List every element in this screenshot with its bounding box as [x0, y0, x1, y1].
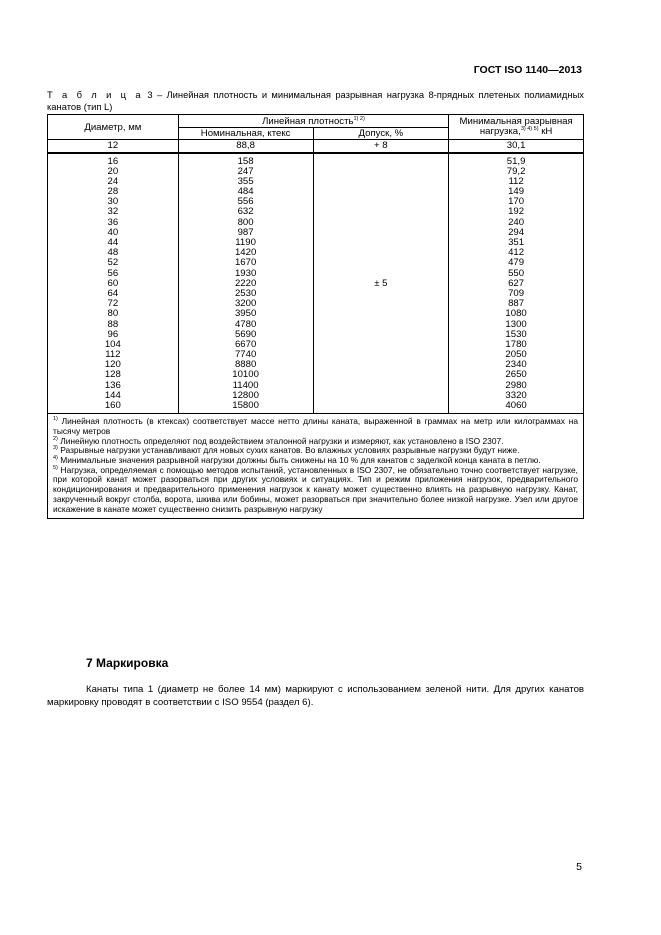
table-caption-text: 3 – Линейная плотность и минимальная разрывная нагрузка 8-прядных плетеных полиамидных канатов (тип L) [47, 89, 584, 112]
cell-load: 412 [508, 247, 525, 259]
cell-nominal: 2530 [234, 287, 257, 299]
nominal-column [178, 153, 313, 414]
cell-load: 1780 [505, 338, 527, 350]
header-min-load-line1: Минимальная разрывная [459, 116, 573, 127]
cell-load: 887 [508, 298, 525, 310]
notes-row [48, 414, 584, 519]
diameter-column [48, 153, 179, 414]
cell-nominal: 800 [237, 216, 254, 228]
data-table [47, 114, 584, 519]
footnote-ref: 5) [53, 464, 58, 471]
footnote-ref: 1) [53, 416, 58, 423]
cell-diameter: 104 [104, 338, 121, 350]
cell-load: 479 [508, 257, 525, 269]
group-tolerance: ± 5 [313, 153, 449, 414]
cell-diameter: 60 [107, 277, 119, 289]
cell-diameter: 72 [107, 298, 119, 310]
cell-nominal: 8880 [234, 359, 257, 371]
footnote-ref: 4) [53, 455, 58, 462]
cell-diameter: 120 [104, 359, 121, 371]
header-nominal: Номинальная, ктекс [178, 128, 313, 140]
cell-load: 2650 [505, 369, 527, 381]
cell-diameter: 20 [107, 165, 119, 177]
cell-load: 294 [508, 226, 525, 238]
cell-nominal: 4780 [234, 318, 257, 330]
table-caption [47, 89, 584, 112]
header-min-load-line2 [452, 127, 580, 137]
cell-nominal: 2220 [234, 277, 257, 289]
header-linear-density-text: Линейная плотность [262, 115, 354, 127]
cell-load: 2340 [505, 359, 527, 371]
cell-tolerance: + 8 [313, 140, 449, 153]
footnote-ref: 3) [53, 445, 58, 452]
cell-nominal: 484 [237, 186, 254, 198]
cell-load: 240 [508, 216, 525, 228]
header-min-load-refs: 3) 4) 5) [520, 125, 539, 132]
cell-diameter: 136 [104, 379, 121, 391]
cell-diameter: 52 [107, 257, 119, 269]
footnote-ref: 2) [53, 435, 58, 442]
cell-load: 351 [508, 237, 525, 248]
cell-load: 30,1 [449, 140, 584, 153]
cell-nominal: 1420 [234, 247, 257, 259]
cell-nominal: 7740 [234, 349, 257, 361]
header-row-1 [48, 115, 584, 128]
cell-diameter: 12 [48, 140, 179, 153]
cell-nominal: 5690 [234, 328, 257, 340]
cell-load: 51,9 [506, 155, 526, 167]
cell-load: 2980 [505, 379, 527, 391]
page-number: 5 [576, 861, 582, 873]
cell-diameter: 24 [107, 175, 119, 187]
header-linear-density-refs: 1) 2) [353, 115, 365, 122]
cell-diameter: 96 [107, 328, 119, 340]
cell-diameter: 112 [105, 349, 121, 361]
header-min-load-unit: кН [538, 126, 553, 137]
cell-load: 550 [508, 267, 525, 279]
cell-nominal: 1670 [234, 257, 257, 269]
cell-nominal: 6670 [234, 338, 257, 350]
cell-diameter: 56 [107, 267, 119, 279]
document-code: ГОСТ ISO 1140—2013 [473, 64, 582, 76]
cell-diameter: 48 [107, 247, 119, 259]
cell-nominal: 15800 [232, 400, 259, 411]
cell-diameter: 80 [107, 308, 119, 320]
table-caption-label: Т а б л и ц а [47, 89, 144, 100]
cell-load: 112 [508, 175, 524, 187]
footnote-text: Нагрузка, определяемая с помощью методов испытаний, установленных в ISO 2307, не обязательно точно соответствует нагрузке, при которой канат может разорваться при других условиях и ситуациях. Тип и режим приложения нагрузок, предварительного кондиционирования и предварительного применения нагрузок к канату может существенно влиять на разрывную нагрузку. Канат, закрученный вокруг столба, ворота, шкива или бобины, может разорваться при значительно более низкой нагрузке. Узел или другое искажение в канате может существенно снизить разрывную нагрузку [53, 464, 578, 514]
cell-load: 79,2 [506, 165, 526, 177]
cell-nominal: 158 [237, 155, 254, 167]
header-linear-density [178, 115, 448, 128]
cell-diameter: 64 [107, 287, 119, 299]
cell-nominal: 556 [237, 196, 254, 208]
footnote [53, 466, 578, 515]
cell-diameter: 160 [104, 400, 121, 411]
cell-nominal: 987 [237, 226, 254, 238]
cell-diameter: 88 [107, 318, 119, 330]
header-min-load-text: нагрузка, [479, 126, 521, 137]
header-diameter: Диаметр, мм [48, 115, 179, 140]
section-title: 7 Маркировка [86, 656, 169, 670]
cell-load: 1530 [505, 328, 527, 340]
cell-diameter: 44 [107, 237, 119, 248]
cell-nominal: 355 [237, 175, 254, 187]
cell-diameter: 32 [107, 206, 119, 218]
cell-nominal: 247 [237, 165, 254, 177]
cell-nominal: 3950 [234, 308, 257, 320]
header-tolerance: Допуск, % [313, 128, 449, 140]
table-row-group [48, 153, 584, 414]
cell-load: 4060 [505, 400, 527, 411]
footnote-text: Линейную плотность определяют под воздействием эталонной нагрузки и измеряют, как установлено в ISO 2307. [57, 435, 504, 446]
cell-diameter: 128 [104, 369, 121, 381]
cell-nominal: 3200 [234, 298, 257, 310]
cell-load: 2050 [505, 349, 527, 361]
cell-diameter: 30 [107, 196, 119, 208]
cell-nominal: 88,8 [178, 140, 313, 153]
cell-nominal: 1930 [234, 267, 257, 279]
cell-nominal: 12800 [232, 389, 259, 401]
footnote-text: Разрывные нагрузки устанавливают для новых сухих канатов. Во влажных условиях разрывные нагрузки будут ниже. [57, 445, 520, 456]
table-row-first [48, 140, 584, 153]
cell-diameter: 28 [107, 186, 119, 198]
load-column [449, 153, 584, 414]
cell-diameter: 40 [107, 226, 119, 238]
header-min-load [449, 115, 584, 140]
cell-diameter: 144 [104, 389, 121, 401]
cell-nominal: 11400 [232, 379, 259, 391]
footnote-text: Линейная плотность (в ктексах) соответствует массе нетто длины каната, выраженной в граммах на метр или килограммах на тысячу метров [53, 416, 578, 436]
cell-load: 1080 [505, 308, 527, 320]
cell-load: 170 [508, 196, 525, 208]
cell-diameter: 16 [107, 155, 119, 167]
cell-load: 149 [508, 186, 525, 198]
table-notes [48, 414, 584, 519]
section-paragraph: Канаты типа 1 (диаметр не более 14 мм) маркируют с использованием зеленой нити. Для других канатов маркировку проводят в соответствии с ISO 9554 (раздел 6). [47, 684, 584, 708]
cell-nominal: 1190 [235, 237, 256, 248]
cell-load: 627 [508, 277, 525, 289]
cell-load: 192 [508, 206, 525, 218]
footnote-text: Минимальные значения разрывной нагрузки должны быть снижены на 10 % для канатов с заделкой конца каната в петлю. [57, 455, 541, 465]
cell-nominal: 632 [237, 206, 254, 218]
cell-diameter: 36 [107, 216, 119, 228]
footnote [53, 417, 578, 436]
cell-load: 709 [508, 287, 525, 299]
cell-load: 1300 [505, 318, 527, 330]
cell-load: 3320 [505, 389, 527, 401]
cell-nominal: 10100 [232, 369, 259, 381]
